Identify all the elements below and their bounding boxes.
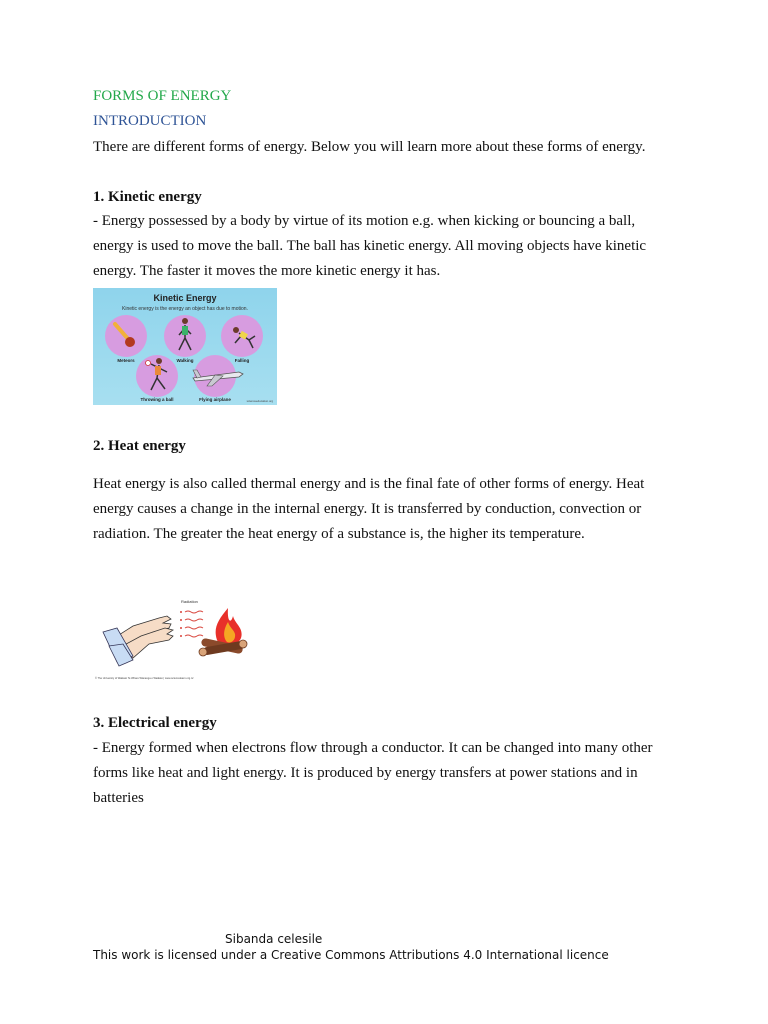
label-flying-airplane: Flying airplane: [199, 397, 231, 402]
section-title-kinetic: 1. Kinetic energy: [93, 189, 202, 205]
document-subheading: INTRODUCTION: [93, 113, 207, 129]
radiation-label: Radiation: [181, 599, 198, 604]
hands-icon: [103, 616, 173, 666]
kinetic-energy-illustration: [93, 288, 277, 405]
label-throwing-ball: Throwing a ball: [140, 397, 174, 402]
heat-radiation-illustration: [93, 578, 255, 682]
paragraph-line: batteries: [93, 790, 144, 806]
electrical-paragraph: [93, 736, 683, 811]
paragraph-line: - Energy formed when electrons flow through a conductor. It can be changed into many other: [93, 740, 653, 756]
kinetic-image-credit: scienceeducation.org: [246, 399, 273, 403]
document-heading: FORMS OF ENERGY: [93, 88, 232, 104]
intro-paragraph: There are different forms of energy. Below you will learn more about these forms of energy.: [93, 139, 646, 155]
label-walking: Walking: [176, 358, 194, 363]
campfire-icon: [199, 608, 247, 656]
kinetic-paragraph: [93, 209, 683, 284]
kinetic-image-title: Kinetic Energy: [153, 293, 217, 303]
label-falling: Falling: [234, 358, 250, 363]
footer-author: Sibanda celesile: [225, 932, 323, 946]
footer-license: This work is licensed under a Creative Commons Attributions 4.0 International licence: [93, 948, 609, 962]
paragraph-line: - Energy possessed by a body by virtue of its motion e.g. when kicking or bouncing a ball,: [93, 213, 636, 229]
paragraph-line: radiation. The greater the heat energy of a substance is, the higher its temperature.: [93, 526, 585, 542]
paragraph-line: Heat energy is also called thermal energy and is the final fate of other forms of energy. Heat: [93, 476, 645, 492]
paragraph-line: energy causes a change in the internal energy. It is transferred by conduction, convection or: [93, 501, 642, 517]
paragraph-line: energy is used to move the ball. The ball has kinetic energy. All moving objects have kinetic: [93, 238, 647, 254]
heat-paragraph: [93, 472, 683, 547]
section-title-heat: 2. Heat energy: [93, 438, 186, 454]
label-meteors: Meteors: [117, 358, 135, 363]
heat-image-credit: © The University of Waikato Te Whare Wānanga o Waikato | www.sciencelearn.org.nz: [95, 677, 194, 680]
radiation-waves: [180, 611, 203, 637]
paragraph-line: energy. The faster it moves the more kinetic energy it has.: [93, 263, 441, 279]
paragraph-line: forms like heat and light energy. It is produced by energy transfers at power stations and in: [93, 765, 638, 781]
kinetic-image-subtitle: Kinetic energy is the energy an object has due to motion.: [122, 306, 248, 312]
section-title-electrical: 3. Electrical energy: [93, 715, 217, 731]
